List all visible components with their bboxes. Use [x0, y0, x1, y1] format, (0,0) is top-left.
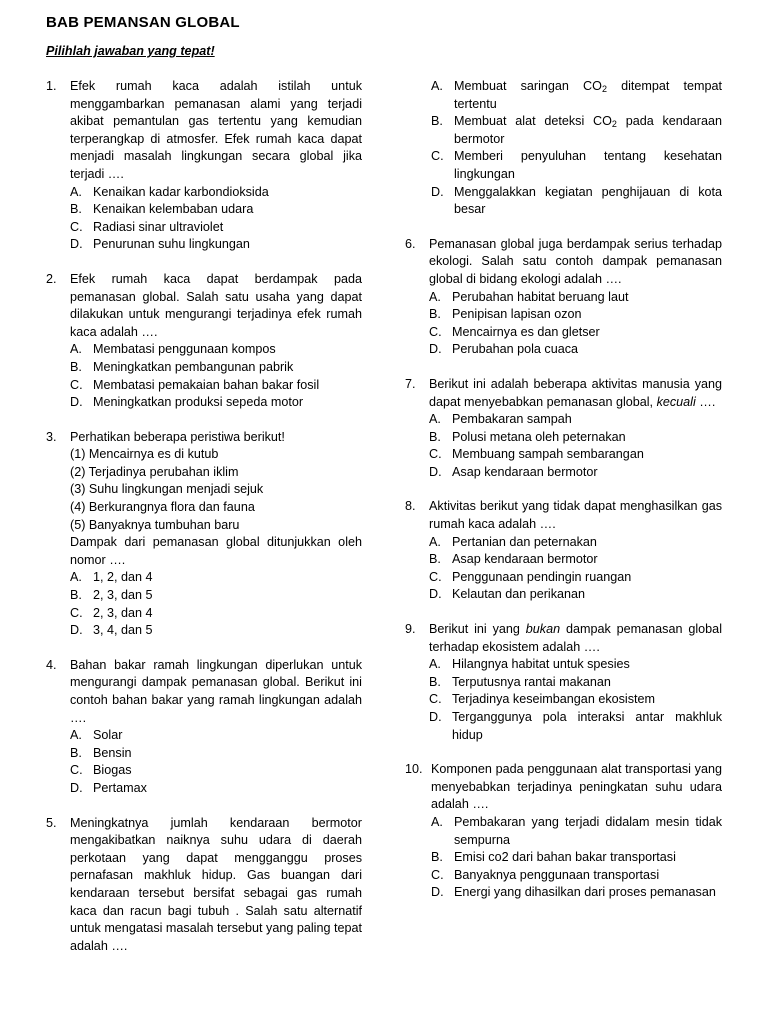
option-letter: D. — [429, 710, 442, 724]
option-letter: A. — [429, 412, 441, 427]
question-number: 5. — [46, 815, 57, 830]
options-list — [429, 656, 722, 744]
option-d — [429, 341, 722, 359]
option-a — [431, 814, 722, 849]
list-item: (4) Berkurangnya flora dan fauna — [70, 500, 255, 515]
question-text: Pemanasan global juga berdampak serius terhadap ekologi. Salah satu contoh dampak pemanasan global di bidang ekologi adalah …. — [429, 236, 722, 286]
question-number: 2. — [46, 271, 57, 286]
option-text: Memberi penyuluhan tentang kesehatan lingkungan — [454, 149, 722, 181]
option-text: Emisi co2 dari bahan bakar transportasi — [454, 850, 676, 865]
right-column — [405, 78, 722, 919]
option-text-post: ditempat tempat tertentu — [454, 79, 722, 111]
option-c — [429, 324, 722, 342]
option-c — [70, 605, 362, 623]
option-text: Pertanian dan peternakan — [452, 534, 597, 549]
question-2 — [46, 271, 362, 412]
option-text: Radiasi sinar ultraviolet — [93, 219, 224, 234]
option-letter: C. — [429, 447, 442, 462]
option-letter: D. — [431, 184, 444, 199]
option-text: Banyaknya penggunaan transportasi — [454, 867, 660, 882]
options-list — [70, 184, 362, 254]
option-letter: D. — [70, 237, 83, 252]
question-5-options — [405, 78, 722, 219]
option-text: 3, 4, dan 5 — [93, 623, 153, 638]
options-list — [429, 534, 722, 604]
option-letter: D. — [70, 623, 83, 638]
option-a — [70, 184, 362, 202]
option-d — [70, 394, 362, 412]
option-text: 2, 3, dan 5 — [93, 588, 153, 603]
question-number: 10. — [405, 762, 423, 777]
option-text: Kelautan dan perikanan — [452, 587, 586, 602]
option-text: 2, 3, dan 4 — [93, 605, 153, 620]
question-text: Efek rumah kaca adalah istilah untuk menggambarkan pemanasan alami yang terjadi akibat pemantulan gas tertentu yang kemudian terperangkap di atmosfer. Efek rumah kaca dapat menjadi masalah lingkungan secara global jika terjadi …. — [70, 79, 362, 181]
list-item: (1) Mencairnya es di kutub — [70, 447, 219, 462]
question-7 — [405, 376, 722, 482]
option-b — [429, 674, 722, 692]
option-text: Energi yang dihasilkan dari proses pemanasan — [454, 885, 716, 900]
option-b — [429, 551, 722, 569]
question-text-pre: Berikut ini adalah beberapa aktivitas manusia yang dapat menyebabkan pemanasan global, — [429, 376, 722, 409]
option-letter: C. — [70, 605, 83, 620]
question-5 — [46, 815, 362, 956]
option-letter: B. — [70, 588, 82, 603]
option-letter: C. — [429, 324, 442, 339]
option-text: Solar — [93, 728, 123, 743]
options-list — [431, 78, 722, 219]
option-d — [431, 184, 722, 219]
question-number: 9. — [405, 622, 416, 637]
list-item: (5) Banyaknya tumbuhan baru — [70, 517, 240, 532]
option-a — [431, 78, 722, 113]
left-column — [46, 78, 362, 972]
question-text: Aktivitas berikut yang tidak dapat menghasilkan gas rumah kaca adalah …. — [429, 499, 722, 532]
option-text: 1, 2, dan 4 — [93, 570, 153, 585]
list-item: (2) Terjadinya perubahan iklim — [70, 464, 239, 479]
list-item: (3) Suhu lingkungan menjadi sejuk — [70, 482, 264, 497]
option-letter: D. — [429, 342, 442, 357]
option-text: Bensin — [93, 745, 132, 760]
options-list — [429, 289, 722, 359]
option-text: Perubahan pola cuaca — [452, 342, 579, 357]
question-text — [429, 621, 722, 656]
option-text: Kenaikan kelembaban udara — [93, 202, 254, 217]
option-text-pre: Membuat alat deteksi CO — [454, 114, 612, 129]
question-text-emphasis: kecuali — [656, 394, 696, 409]
question-text: Perhatikan beberapa peristiwa berikut! — [70, 429, 285, 444]
option-a — [429, 411, 722, 429]
option-text: Perubahan habitat beruang laut — [452, 289, 629, 304]
option-c — [431, 148, 722, 183]
option-text: Membuang sampah sembarangan — [452, 447, 644, 462]
option-letter: D. — [429, 464, 442, 479]
question-text-emphasis: bukan — [525, 622, 561, 637]
subscript: 2 — [611, 119, 617, 130]
option-b — [70, 359, 362, 377]
option-letter: D. — [70, 395, 83, 410]
option-d — [70, 236, 362, 254]
options-list — [431, 814, 722, 902]
option-a — [429, 534, 722, 552]
option-text: Menggalakkan kegiatan penghijauan di kota besar — [454, 184, 722, 217]
option-b — [70, 587, 362, 605]
question-number: 6. — [405, 236, 416, 251]
option-b — [429, 306, 722, 324]
option-c — [70, 219, 362, 237]
option-text: Asap kendaraan bermotor — [452, 464, 598, 479]
option-letter: C. — [70, 377, 83, 392]
question-text-post: …. — [695, 394, 716, 409]
option-text: Kenaikan kadar karbondioksida — [93, 184, 269, 199]
option-c — [429, 569, 722, 587]
option-text: Mencairnya es dan gletser — [452, 324, 600, 339]
option-b — [70, 745, 362, 763]
option-c — [429, 691, 722, 709]
question-3 — [46, 429, 362, 640]
question-text: Bahan bakar ramah lingkungan diperlukan untuk mengurangi dampak pemanasan global. Berikut ini contoh bahan bakar yang ramah lingkungan adalah …. — [70, 657, 362, 725]
option-letter: B. — [429, 307, 441, 322]
option-text: Pembakaran sampah — [452, 412, 572, 427]
option-text: Penurunan suhu lingkungan — [93, 237, 250, 252]
option-letter: B. — [70, 745, 82, 760]
option-letter: A. — [429, 289, 441, 304]
option-letter: A. — [70, 342, 82, 357]
option-letter: C. — [431, 149, 444, 164]
question-number: 8. — [405, 499, 416, 514]
option-text-post: pada kendaraan bermotor — [454, 114, 722, 146]
option-letter: B. — [429, 674, 441, 689]
options-list — [70, 727, 362, 797]
instruction-text: Pilihlah jawaban yang tepat! — [46, 44, 215, 58]
option-d — [429, 464, 722, 482]
option-c — [70, 377, 362, 395]
option-text: Hilangnya habitat untuk spesies — [452, 657, 630, 672]
options-list — [70, 341, 362, 411]
option-c — [70, 762, 362, 780]
option-letter: B. — [431, 850, 443, 865]
option-text: Pertamax — [93, 780, 147, 795]
question-4 — [46, 657, 362, 798]
option-letter: C. — [70, 763, 83, 778]
question-number: 1. — [46, 79, 57, 93]
question-8 — [405, 498, 722, 604]
option-a — [70, 341, 362, 359]
question-9 — [405, 621, 722, 744]
option-letter: A. — [70, 570, 82, 585]
option-d — [70, 780, 362, 798]
options-list — [70, 569, 362, 639]
option-letter: A. — [429, 657, 441, 672]
question-1 — [46, 78, 362, 254]
option-d — [429, 709, 722, 744]
option-letter: B. — [429, 552, 441, 567]
question-text: Meningkatnya jumlah kendaraan bermotor mengakibatkan naiknya suhu udara di daerah perkotaan yang dapat mengganggu proses pernafasan makhluk hidup. Gas buangan dari kendaraan tersebut bersifat sebagai gas rumah kaca dan racun bagi tubuh . Salah satu alternatif untuk mengatasi masalah tersebut yang paling tepat adalah …. — [70, 815, 362, 953]
option-text: Polusi metana oleh peternakan — [452, 429, 626, 444]
question-number: 3. — [46, 429, 57, 444]
option-letter: A. — [70, 184, 82, 199]
option-text: Terputusnya rantai makanan — [452, 674, 611, 689]
option-d — [429, 586, 722, 604]
option-text-pre: Membuat saringan CO — [454, 79, 602, 93]
option-letter: D. — [70, 780, 83, 795]
option-letter: D. — [431, 885, 444, 900]
option-text: Meningkatkan produksi sepeda motor — [93, 395, 304, 410]
option-b — [429, 429, 722, 447]
option-text: Biogas — [93, 763, 132, 778]
option-letter: C. — [431, 867, 444, 882]
question-number: 4. — [46, 657, 57, 672]
question-6 — [405, 236, 722, 359]
option-letter: B. — [429, 429, 441, 444]
option-a — [70, 727, 362, 745]
page-title: BAB PEMANSAN GLOBAL — [46, 14, 240, 31]
option-letter: A. — [431, 814, 443, 829]
option-text: Meningkatkan pembangunan pabrik — [93, 359, 294, 374]
question-text: Efek rumah kaca dapat berdampak pada pemanasan global. Salah satu usaha yang dapat dilakukan untuk mengurangi terjadinya efek rumah kaca adalah …. — [70, 271, 362, 339]
option-text: Membatasi penggunaan kompos — [93, 342, 276, 357]
option-text: Penipisan lapisan ozon — [452, 307, 582, 322]
option-text: Pembakaran yang terjadi didalam mesin tidak sempurna — [454, 814, 722, 847]
option-d — [70, 622, 362, 640]
option-letter: A. — [70, 728, 82, 743]
option-a — [429, 289, 722, 307]
option-letter: A. — [429, 534, 441, 549]
option-letter: C. — [429, 569, 442, 584]
question-text — [429, 376, 722, 411]
option-b — [70, 201, 362, 219]
option-letter: C. — [429, 692, 442, 707]
options-list — [429, 411, 722, 481]
event-list — [70, 446, 362, 534]
question-text: Komponen pada penggunaan alat transportasi yang menyebabkan terjadinya peningkatan suhu udara adalah …. — [431, 762, 722, 812]
option-b — [431, 113, 722, 148]
question-text-post: dampak pemanasan global terhadap ekosistem adalah …. — [429, 622, 722, 654]
question-text-followup: Dampak dari pemanasan global ditunjukkan oleh nomor …. — [70, 535, 362, 567]
option-text: Penggunaan pendingin ruangan — [452, 569, 632, 584]
option-a — [429, 656, 722, 674]
option-c — [429, 446, 722, 464]
question-number: 7. — [405, 376, 416, 391]
option-text: Terganggunya pola interaksi antar makhluk hidup — [452, 710, 722, 742]
option-letter: C. — [70, 219, 83, 234]
option-letter: B. — [70, 202, 82, 217]
option-text: Membatasi pemakaian bahan bakar fosil — [93, 377, 320, 392]
option-c — [431, 867, 722, 885]
option-text: Asap kendaraan bermotor — [452, 552, 598, 567]
option-text: Terjadinya keseimbangan ekosistem — [452, 692, 656, 707]
option-b — [431, 849, 722, 867]
option-a — [70, 569, 362, 587]
question-10 — [405, 761, 722, 902]
option-letter: B. — [70, 359, 82, 374]
subscript: 2 — [601, 84, 607, 94]
question-text-pre: Berikut ini yang — [429, 622, 526, 637]
option-letter: D. — [429, 587, 442, 602]
option-letter: A. — [431, 79, 443, 93]
option-letter: B. — [431, 114, 443, 129]
option-d — [431, 884, 722, 902]
